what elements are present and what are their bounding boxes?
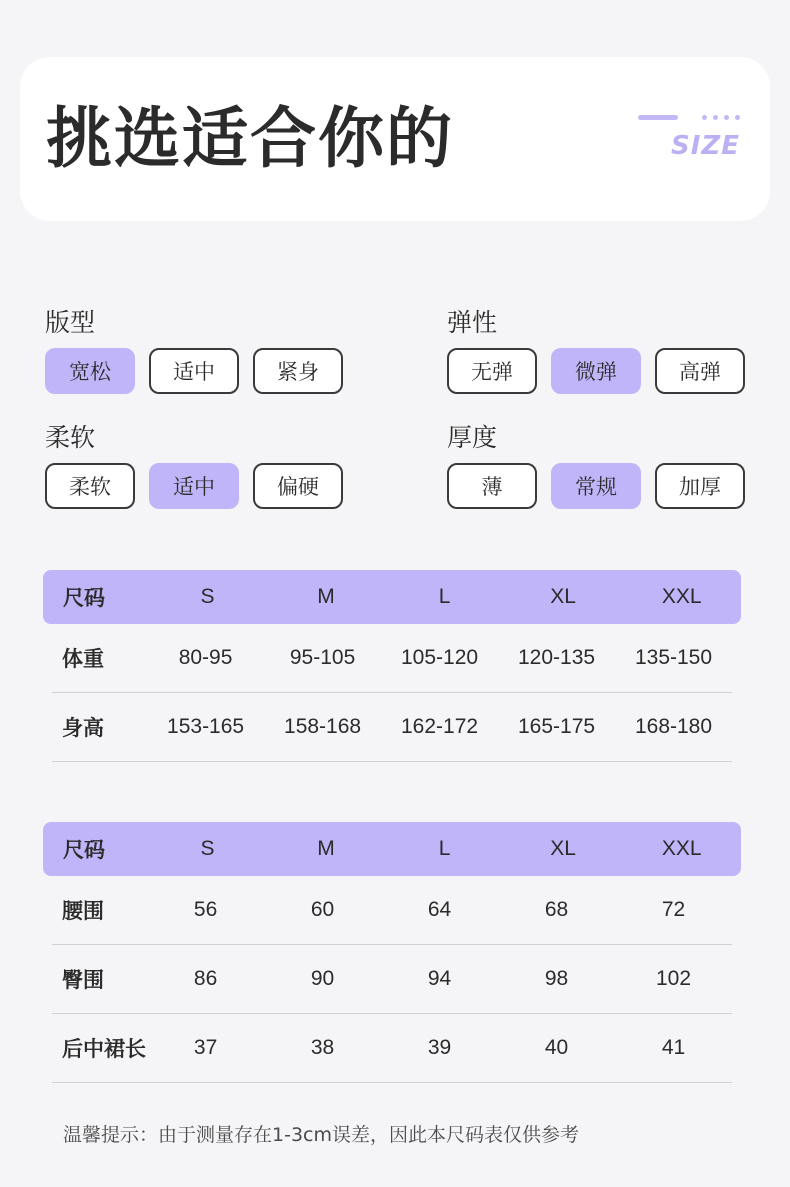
table-cell: 153-165 (167, 715, 245, 738)
header-cell: XXL (661, 585, 702, 608)
header-cell: S (200, 585, 215, 608)
table-cell: 37 (193, 1036, 218, 1059)
header-cell: M (317, 585, 335, 608)
chip-fit-tight[interactable]: 紧身 (253, 348, 343, 394)
attr-label-fit: 版型 (45, 308, 96, 337)
table-cell: 72 (661, 898, 686, 921)
chip-elastic-slight[interactable]: 微弹 (551, 348, 641, 394)
header-cell: XL (550, 837, 576, 860)
decor-dot (702, 115, 707, 120)
table-cell: 165-175 (517, 715, 596, 738)
row-label: 身高 (62, 716, 104, 740)
chip-soft-medium[interactable]: 适中 (149, 463, 239, 509)
decor-line (638, 115, 678, 120)
header-cell: XL (550, 585, 576, 608)
header-cell: L (438, 837, 451, 860)
attr-elasticity (447, 308, 745, 394)
chip-soft-soft[interactable]: 柔软 (45, 463, 135, 509)
attr-softness (45, 423, 343, 509)
table-cell: 56 (193, 898, 218, 921)
table-row (52, 693, 732, 762)
table-cell: 135-150 (634, 646, 713, 669)
size-badge: SIZE (670, 131, 740, 161)
table-cell: 38 (310, 1036, 335, 1059)
chip-fit-medium[interactable]: 适中 (149, 348, 239, 394)
header-cell: S (200, 837, 215, 860)
table-row (52, 1014, 732, 1083)
table-cell: 158-168 (284, 715, 362, 738)
table-cell: 162-172 (401, 715, 479, 738)
table-cell: 168-180 (634, 715, 713, 738)
table-cell: 86 (193, 967, 218, 990)
page-title: 挑选适合你的 (46, 100, 454, 177)
size-table-body (43, 570, 741, 762)
attr-fit (45, 308, 343, 394)
table-cell: 80-95 (178, 646, 233, 669)
header-cell: M (317, 837, 335, 860)
chip-elastic-high[interactable]: 高弹 (655, 348, 745, 394)
header-cell: 尺码 (63, 838, 105, 862)
header-cell: 尺码 (63, 586, 105, 610)
header-card (20, 57, 770, 221)
decor-dot (724, 115, 729, 120)
table-cell: 60 (310, 898, 335, 921)
table-cell: 64 (427, 898, 452, 921)
size-decoration (640, 113, 740, 163)
size-table-measure (43, 822, 741, 1083)
decor-dot (713, 115, 718, 120)
table-cell: 94 (427, 967, 452, 990)
table-cell: 41 (661, 1036, 686, 1059)
header-cell: L (438, 585, 451, 608)
table-cell: 98 (544, 967, 569, 990)
table-cell: 95-105 (289, 646, 356, 669)
table-header (43, 822, 741, 876)
attr-label-softness: 柔软 (45, 423, 96, 452)
attr-label-thickness: 厚度 (447, 423, 498, 452)
chip-thick-regular[interactable]: 常规 (551, 463, 641, 509)
chip-elastic-none[interactable]: 无弹 (447, 348, 537, 394)
measurement-tip: 温馨提示：由于测量存在1-3cm误差，因此本尺码表仅供参考 (63, 1124, 579, 1146)
chip-fit-loose[interactable]: 宽松 (45, 348, 135, 394)
decor-dots (702, 115, 740, 120)
table-row (52, 624, 732, 693)
chip-soft-hard[interactable]: 偏硬 (253, 463, 343, 509)
decor-dot (735, 115, 740, 120)
header-cell: XXL (661, 837, 702, 860)
chip-thick-thin[interactable]: 薄 (447, 463, 537, 509)
table-cell: 105-120 (401, 646, 479, 669)
table-cell: 39 (427, 1036, 452, 1059)
row-label: 体重 (62, 647, 104, 671)
table-cell: 68 (544, 898, 569, 921)
table-row (52, 945, 732, 1014)
row-label: 腰围 (62, 899, 104, 923)
table-cell: 90 (310, 967, 335, 990)
table-cell: 120-135 (517, 646, 596, 669)
table-row (52, 876, 732, 945)
table-cell: 102 (655, 967, 692, 990)
row-label: 臀围 (62, 968, 104, 992)
table-header (43, 570, 741, 624)
row-label: 后中裙长 (62, 1037, 146, 1061)
attr-label-elasticity: 弹性 (447, 308, 498, 337)
table-cell: 40 (544, 1036, 569, 1059)
attr-thickness (447, 423, 745, 509)
chip-thick-thick[interactable]: 加厚 (655, 463, 745, 509)
